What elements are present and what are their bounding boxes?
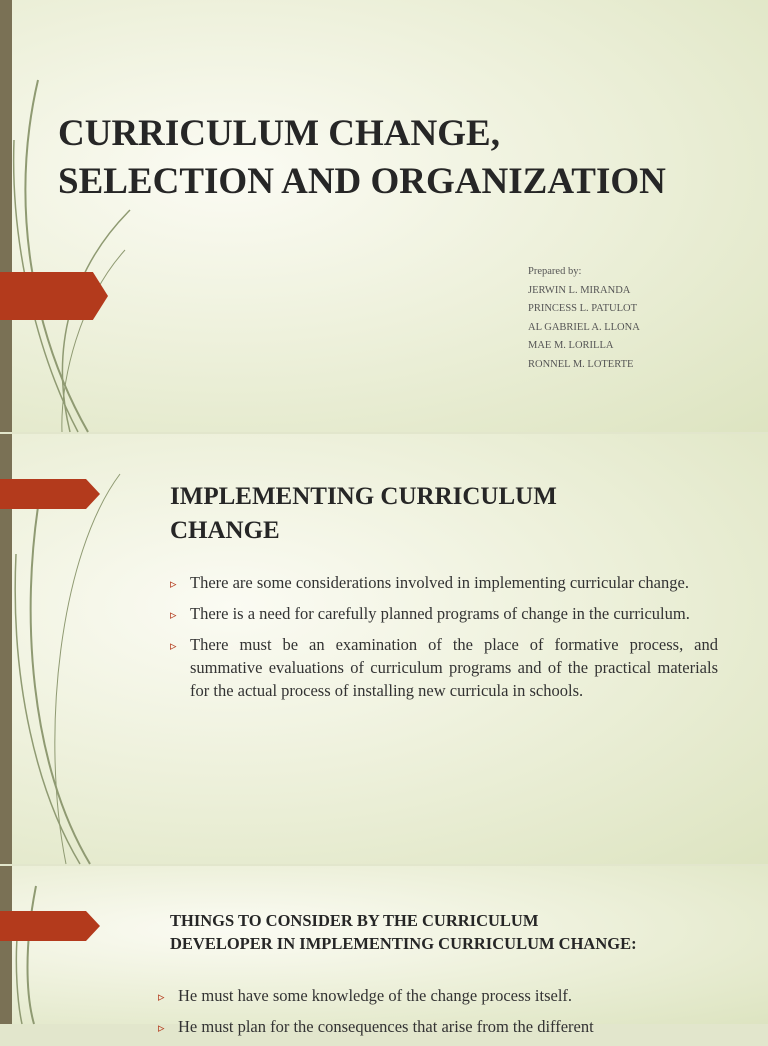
arrow-tab-icon (0, 479, 100, 509)
title-line: CHANGE (170, 517, 280, 544)
content-slide (0, 866, 768, 1036)
arrow-bullet-icon: ▹ (170, 639, 177, 654)
author-name: RONNEL M. LOTERTE (528, 358, 634, 370)
prepared-by-label: Prepared by: (528, 266, 582, 277)
author-name: MAE M. LORILLA (528, 340, 614, 352)
decorative-curves (0, 0, 140, 432)
author-name: AL GABRIEL A. LLONA (528, 321, 640, 333)
bullet-list (158, 984, 718, 1046)
title-line: IMPLEMENTING CURRICULUM (170, 483, 557, 510)
bullet-item (170, 571, 718, 594)
bullet-text: There must be an examination of the place of formative process, and summative evaluations of curriculum programs and of the practical materials for the actual process of installing new curricula in schools. (190, 635, 718, 700)
arrow-bullet-icon: ▹ (158, 1021, 165, 1036)
arrow-bullet-icon: ▹ (158, 990, 165, 1005)
content-slide (0, 434, 768, 864)
arrow-bullet-icon: ▹ (170, 577, 177, 592)
bullet-text: He must plan for the consequences that arise from the different (178, 1017, 594, 1036)
title-line: SELECTION AND ORGANIZATION (58, 161, 666, 202)
title-line: DEVELOPER IN IMPLEMENTING CURRICULUM CHANGE: (170, 934, 637, 953)
author-name: PRINCESS L. PATULOT (528, 303, 638, 315)
slide-title (170, 909, 730, 955)
bullet-item (158, 984, 718, 1007)
bullet-list (170, 571, 718, 710)
title-line: CURRICULUM CHANGE, (58, 113, 500, 154)
title-slide (0, 0, 768, 432)
arrow-tab-icon (0, 272, 108, 320)
bullet-item (170, 633, 718, 702)
bullet-item (158, 1015, 718, 1038)
author-name: JERWIN L. MIRANDA (528, 284, 631, 296)
bullet-item (170, 602, 718, 625)
bullet-text: There is a need for carefully planned programs of change in the curriculum. (190, 604, 690, 623)
prepared-by-block (528, 266, 640, 378)
title-line: THINGS TO CONSIDER BY THE CURRICULUM (170, 911, 539, 930)
slide-title (58, 110, 666, 206)
bullet-text: He must have some knowledge of the change process itself. (178, 986, 573, 1005)
arrow-tab-icon (0, 911, 100, 941)
slide-title (170, 480, 690, 548)
decorative-curves (0, 866, 140, 1024)
arrow-bullet-icon: ▹ (170, 608, 177, 623)
bullet-text: There are some considerations involved in implementing curricular change. (190, 573, 689, 592)
